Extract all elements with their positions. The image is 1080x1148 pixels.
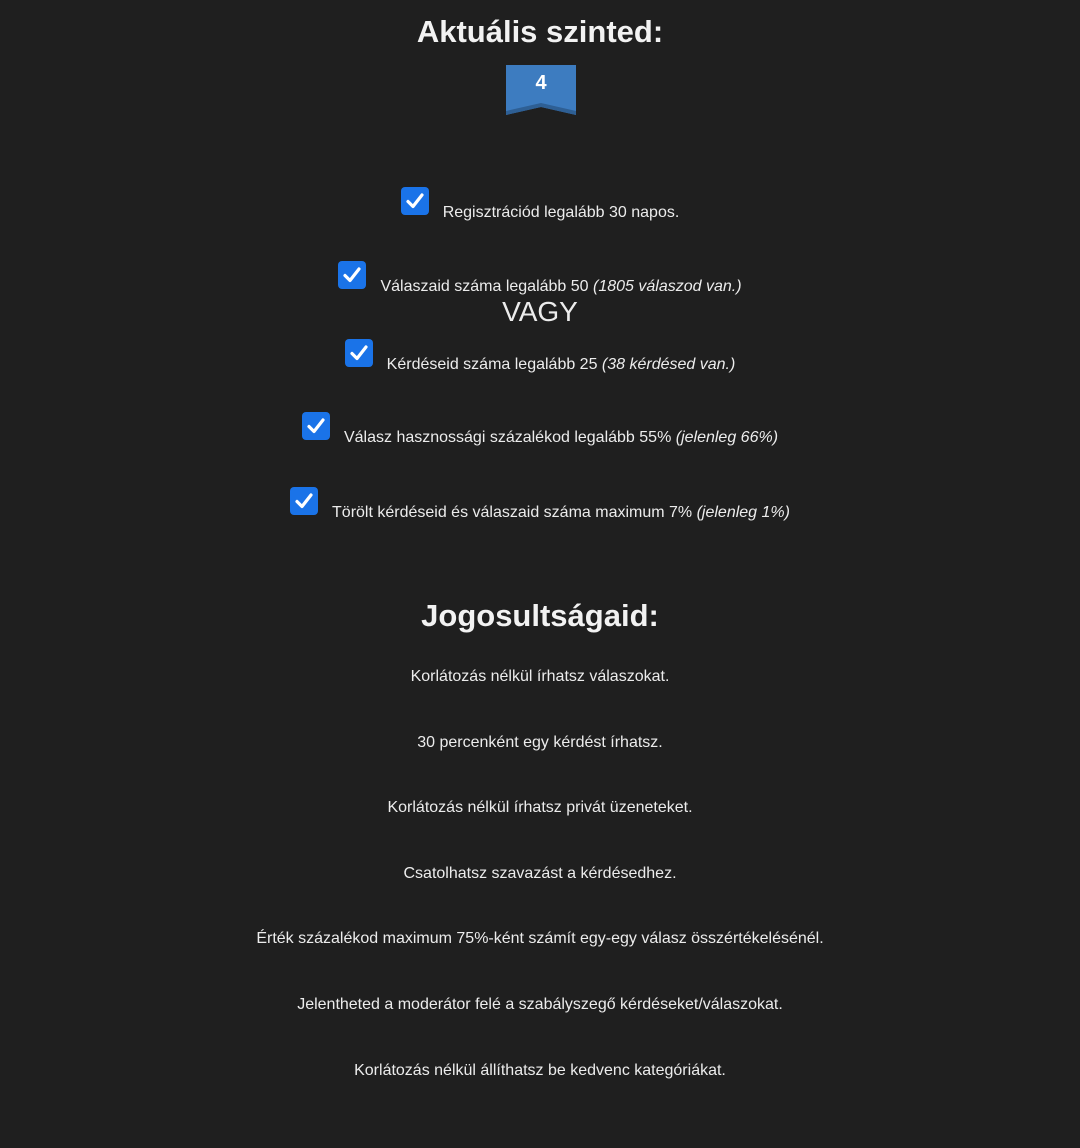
permission-item: Korlátozás nélkül állíthatsz be kedvenc kategóriákat. [354, 1062, 726, 1079]
level-badge [506, 65, 576, 115]
requirement-questions-count [0, 339, 1080, 374]
requirement-text: Regisztrációd legalább 30 napos. [442, 204, 680, 221]
requirement-note: (38 kérdésed van.) [601, 356, 736, 373]
permission-item: Jelentheted a moderátor felé a szabályszegő kérdéseket/válaszokat. [297, 996, 783, 1013]
requirement-note: (1805 válaszod van.) [593, 278, 742, 295]
level-number: 4 [535, 72, 547, 94]
permission-item: Csatolhatsz szavazást a kérdésedhez. [403, 865, 677, 882]
requirement-text: Válasz hasznossági százalékod legalább 55% [343, 429, 676, 446]
checkmark-icon [348, 342, 370, 364]
requirement-deleted-percent [0, 487, 1080, 522]
permissions-heading: Jogosultságaid: [421, 598, 659, 633]
checkmark-icon [341, 264, 363, 286]
requirement-answers-count [0, 261, 1080, 296]
requirement-checkbox[interactable] [302, 412, 330, 440]
permission-item: Korlátozás nélkül írhatsz privát üzeneteket. [387, 799, 693, 816]
requirement-note: (jelenleg 66%) [675, 429, 779, 446]
requirement-checkbox[interactable] [290, 487, 318, 515]
current-level-heading: Aktuális szinted: [416, 14, 664, 49]
requirement-checkbox[interactable] [401, 187, 429, 215]
checkmark-icon [404, 190, 426, 212]
checkmark-icon [305, 415, 327, 437]
requirement-registration-age [0, 187, 1080, 222]
requirement-text: Törölt kérdéseid és válaszaid száma maximum 7% [332, 504, 697, 521]
requirement-text: Kérdéseid száma legalább 25 [386, 356, 602, 373]
or-separator: VAGY [502, 296, 578, 327]
requirement-usefulness-percent [0, 412, 1080, 447]
permission-item: Érték százalékod maximum 75%-ként számít egy-egy válasz összértékelésénél. [256, 930, 824, 947]
requirement-checkbox[interactable] [338, 261, 366, 289]
requirement-checkbox[interactable] [345, 339, 373, 367]
checkmark-icon [293, 490, 315, 512]
requirement-note: (jelenleg 1%) [696, 504, 790, 521]
requirement-text: Válaszaid száma legalább 50 [380, 278, 594, 295]
permission-item: Korlátozás nélkül írhatsz válaszokat. [410, 668, 670, 685]
permission-item: 30 percenként egy kérdést írhatsz. [417, 734, 663, 751]
